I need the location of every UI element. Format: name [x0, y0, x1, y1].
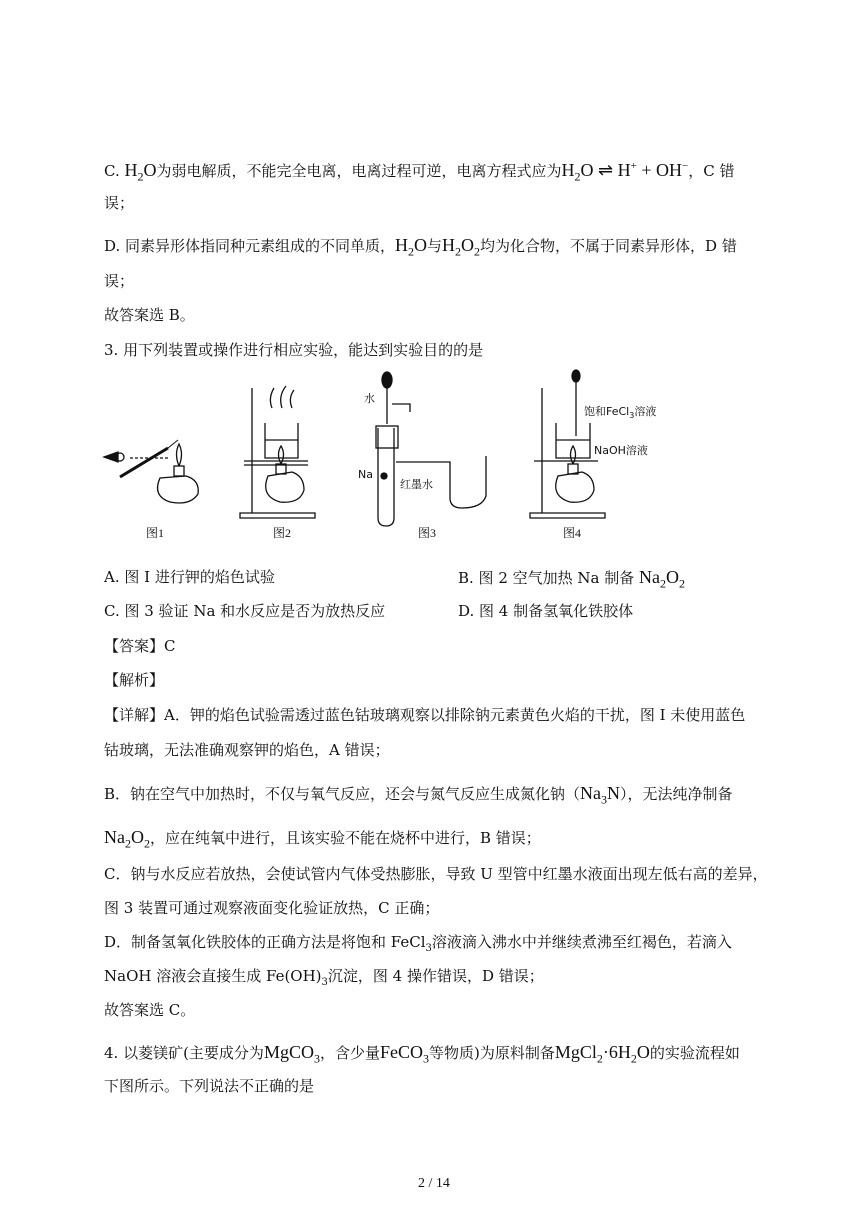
fig4-fecl3-label: 饱和FeCl$_3$溶液 [584, 405, 657, 421]
q3-detail-c2: 图 3 装置可通过观察液面变化验证放热，C 正确； [104, 899, 440, 917]
q3-detail-b1: B．钠在空气中加热时，不仅与氧气反应，还会与氮气反应生成氮化钠$(Na_3N)$，无法纯净制备 [104, 783, 733, 807]
fig3-na-label: Na [358, 468, 373, 481]
fig3-drawing [376, 372, 486, 526]
q4-stem-line1: 4. 以菱镁矿(主要成分为MgCO$_3$，含少量FeCO$_3$等物质)为原料制备$MgCl_2\cdot 6H_2O$的实验流程如 [104, 1042, 740, 1066]
formula-ionization: $H_2O$ ⇌ H+ + OH− [561, 160, 689, 184]
q2-option-c-wrap: 误； [104, 194, 135, 212]
q3-detail-d1: D．制备氢氧化铁胶体的正确方法是将饱和 FeCl$_3$溶液滴入沸水中并继续煮沸至红褐色，若滴入 [104, 933, 732, 954]
fig1-drawing [104, 440, 198, 503]
q3-detail-b2: $Na_2O_2$，应在纯氧中进行，且该实验不能在烧杯中进行，B 错误； [104, 827, 541, 851]
fig4-label: 图4 [563, 526, 582, 540]
fig3-water-label: 水 [364, 392, 375, 405]
formula-h2o: $H_2O$ [124, 160, 157, 184]
q3-detail-a2: 钴玻璃，无法准确观察钾的焰色，A 错误； [104, 741, 390, 759]
q3-answer: 【答案】C [104, 637, 176, 655]
q2-conclusion: 故答案选 B。 [104, 306, 195, 324]
q3-detail-d2: NaOH 溶液会直接生成 $Fe(OH)_3$沉淀，图 4 操作错误，D 错误； [104, 967, 544, 988]
formula-h2o: $H_2O$ [395, 235, 428, 259]
q2-option-c: C. $H_2O$为弱电解质，不能完全电离，电离过程可逆，电离方程式应为$H_2O$ ⇌ H+ + OH−，C 错 [104, 160, 735, 184]
fig3-label: 图3 [418, 526, 437, 540]
q3-detail-a1: 【详解】A．钾的焰色试验需透过蓝色钴玻璃观察以排除钠元素黄色火焰的干扰，图 I 未使用蓝色 [104, 706, 746, 724]
q3-detail-c1: C．钠与水反应若放热，会使试管内气体受热膨胀，导致 U 型管中红墨水液面出现左低右高的差异， [104, 865, 768, 883]
page-number: 2 / 14 [418, 1176, 450, 1191]
fig4-naoh-label: NaOH溶液 [594, 444, 648, 457]
fig1-label: 图1 [146, 526, 165, 540]
q3-analysis: 【解析】 [104, 671, 165, 689]
q3-option-b: B. 图 2 空气加热 Na 制备 $Na_2O_2$ [458, 567, 686, 591]
q3-option-a: A. 图 I 进行钾的焰色试验 [104, 568, 275, 586]
fig2-drawing [240, 386, 315, 518]
option-c-label: C. [104, 162, 120, 180]
fig2-label: 图2 [273, 526, 292, 540]
q3-figures [0, 368, 868, 548]
fig3-redink-label: 红墨水 [400, 478, 433, 491]
q3-conclusion: 故答案选 C。 [104, 1001, 196, 1019]
q3-option-d: D. 图 4 制备氢氧化铁胶体 [458, 602, 634, 620]
q2-option-d-wrap: 误； [104, 272, 135, 290]
q3-option-c: C. 图 3 验证 Na 和水反应是否为放热反应 [104, 602, 386, 620]
formula-h2o2: $H_2O_2$ [442, 235, 481, 259]
q4-stem-line2: 下图所示。下列说法不正确的是 [104, 1077, 315, 1095]
q3-stem: 3. 用下列装置或操作进行相应实验，能达到实验目的的是 [104, 341, 484, 359]
q2-option-d: D. 同素异形体指同种元素组成的不同单质，$H_2O$与$H_2O_2$均为化合物，不属于同素异形体，D 错 [104, 235, 737, 259]
